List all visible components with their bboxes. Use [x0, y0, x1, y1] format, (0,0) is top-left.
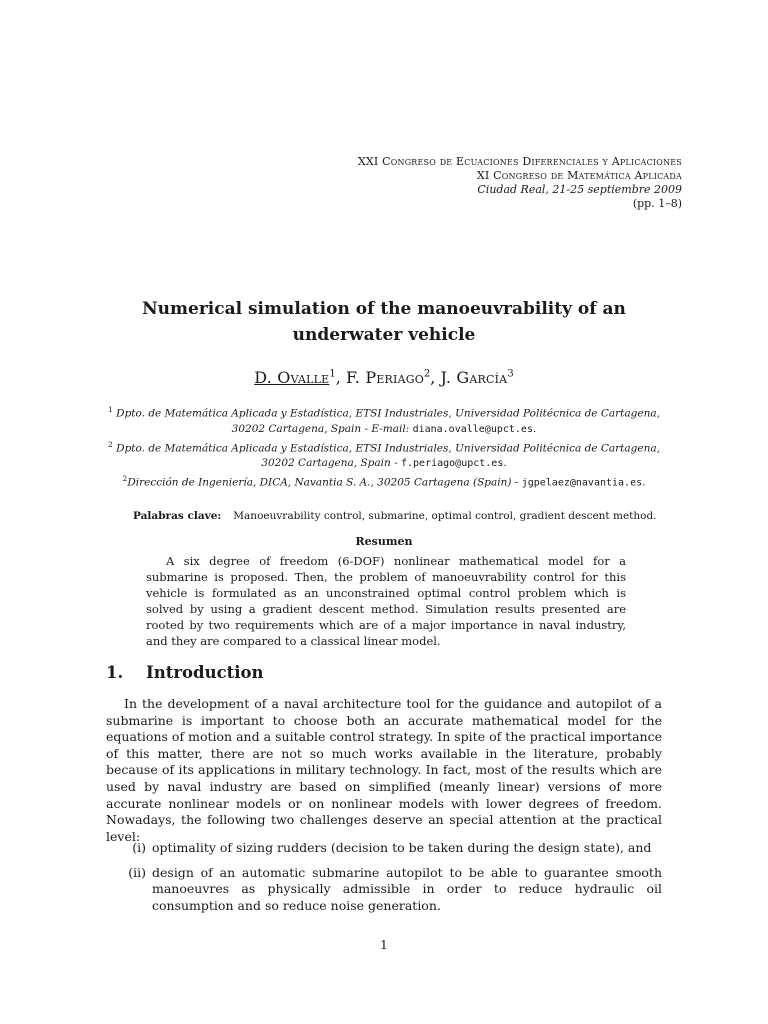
affiliation-end: .	[532, 422, 537, 435]
author-separator: ,	[430, 368, 441, 387]
author-name: D. Ovalle	[254, 368, 330, 387]
affiliation-email: jgpelaez@navantia.es	[521, 477, 643, 489]
abstract-heading: Resumen	[355, 535, 413, 548]
author-superscript: 1	[329, 368, 336, 380]
intro-paragraph: In the development of a naval architecture tool for the guidance and autopilot of a submarine is important to choose both an accurate mathematical model for the equations of motion and a suitable control strategy. In spite of the practical importance of this matter, there are not so much works available in the literature, probably because of its applications in military technology. In fact, most of the results which are used by naval industry are based on simplified (meanly linear) versions of more accurate nonlinear models or on nonlinear models with lower degrees of freedom. Nowadays, the following two challenges deserve an special attention at the practical level:	[106, 696, 662, 844]
list-item	[106, 840, 662, 857]
abstract-text: A six degree of freedom (6-DOF) nonlinear mathematical model for a submarine is proposed. Then, the problem of manoeuvrability control for this vehicle is formulated as an unconstrained optimal control problem which is solved by using a gradient descent method. Simulation results presented are rooted by two requirements which are of a major importance in naval industry, and they are compared to a classical linear model.	[146, 554, 626, 648]
author-name: F. Periago	[345, 368, 424, 387]
author-superscript: 2	[423, 368, 431, 380]
list-item-label: (i)	[132, 840, 146, 855]
affiliation-superscript: 2	[108, 439, 113, 449]
affiliation-end: .	[642, 476, 646, 489]
keywords-text: Manoeuvrability control, submarine, optimal control, gradient descent method.	[233, 510, 657, 522]
list-item-text: optimality of sizing rudders (decision to be taken during the design state), and	[152, 840, 652, 855]
list-item	[106, 865, 662, 915]
affiliation-line	[100, 437, 668, 457]
list-item-label: (ii)	[128, 864, 146, 880]
author-name: J. García	[440, 368, 508, 387]
list-item-text: design of an automatic submarine autopilot to be able to guarantee smooth manoeuvres as physically admissible in order to reduce hydraulic oil consumption and so reduce noise generation.	[152, 864, 662, 913]
author-superscript: 3	[507, 368, 514, 380]
affiliation-line	[100, 422, 668, 437]
title-line-2: underwater vehicle	[292, 325, 476, 345]
affiliation-superscript: 2	[122, 474, 128, 483]
conference-header	[202, 155, 682, 211]
title-line-1: Numerical simulation of the manoeuvrability of an	[142, 299, 626, 319]
affiliation-email: diana.ovalle@upct.es	[412, 423, 533, 435]
affiliation-email: f.periago@upct.es	[400, 458, 504, 469]
affiliation-end: .	[503, 457, 507, 469]
section-heading	[106, 663, 264, 682]
conference-location-date: Ciudad Real, 21-25 septiembre 2009	[477, 183, 682, 196]
affiliation-text: 30202 Cartagena, Spain -	[261, 457, 401, 469]
keywords	[133, 510, 657, 522]
page-number: 1	[380, 938, 388, 952]
affiliation-line	[100, 471, 668, 491]
keywords-label: Palabras clave:	[133, 510, 222, 522]
affiliation-text: Dpto. de Matemática Aplicada y Estadística, ETSI Industriales, Universidad Politécnica de Cartagena,	[112, 407, 660, 420]
affiliation-line	[100, 402, 668, 422]
section-number: 1.	[106, 663, 124, 682]
affiliations	[100, 402, 668, 491]
conference-line-2: XI Congreso de Matemática Aplicada	[476, 169, 682, 182]
conference-line-1: XXI Congreso de Ecuaciones Diferenciales y Aplicaciones	[357, 155, 682, 168]
affiliation-line	[100, 456, 668, 471]
conference-pages: (pp. 1–8)	[632, 197, 682, 210]
author-list	[110, 368, 658, 387]
affiliation-text: Dirección de Ingeniería, DICA, Navantia S. A., 30205 Cartagena (Spain) -	[127, 476, 522, 489]
affiliation-text: Dpto. de Matemática Aplicada y Estadística, ETSI Industriales, Universidad Politécnica de Cartagena,	[112, 442, 660, 454]
paper-title	[110, 296, 658, 348]
challenge-list	[106, 840, 662, 922]
author-separator: ,	[335, 368, 346, 387]
affiliation-text: 30202 Cartagena, Spain - E-mail:	[231, 422, 413, 435]
section-title: Introduction	[146, 663, 264, 682]
affiliation-superscript: 1	[108, 405, 113, 414]
